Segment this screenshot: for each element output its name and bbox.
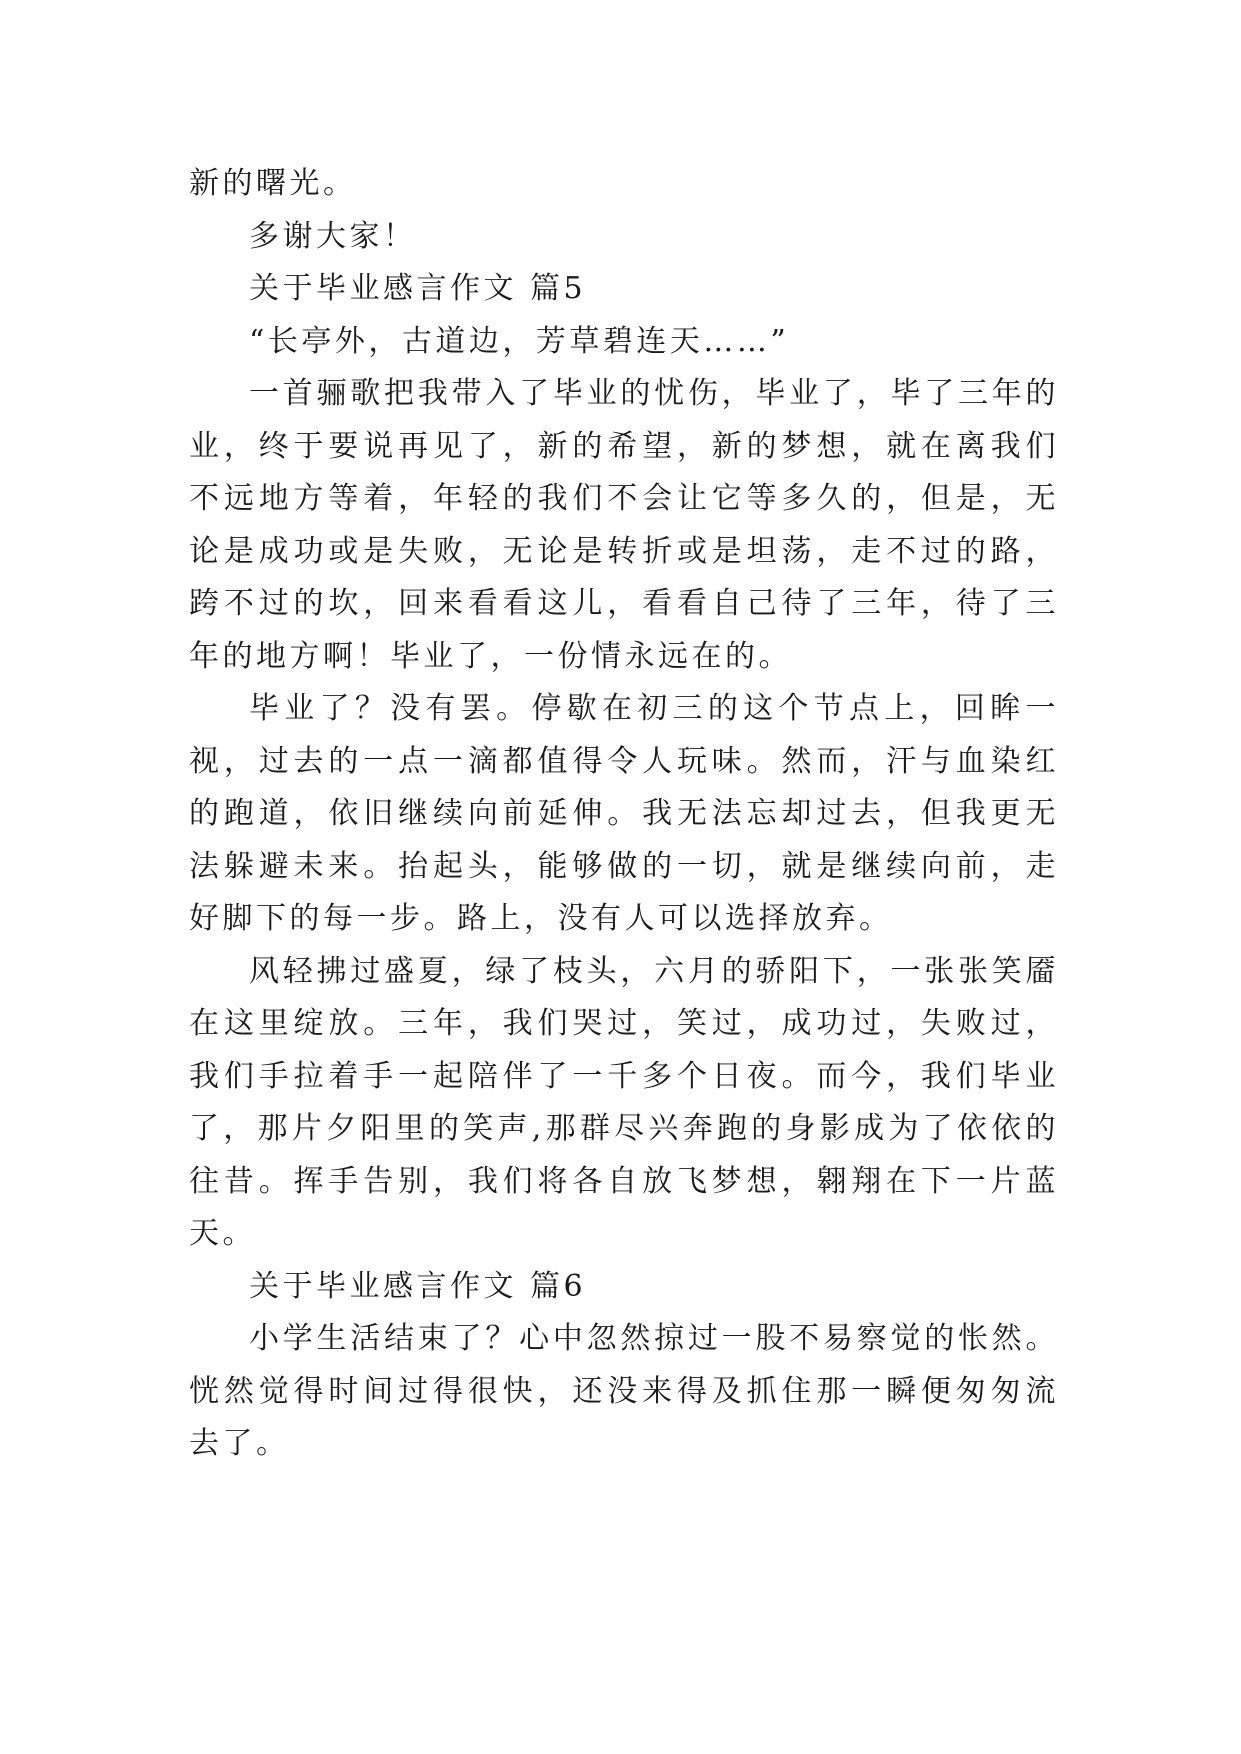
paragraph-body: 风轻拂过盛夏，绿了枝头，六月的骄阳下，一张张笑靥在这里绽放。三年，我们哭过，笑过，成功过，失败过，我们手拉着手一起陪伴了一千多个日夜。而今，我们毕业了，那片夕阳里的笑声,那群尽兴奔跑的身影成为了依依的往昔。挥手告别，我们将各自放飞梦想，翱翔在下一片蓝天。 [189, 953, 1059, 1251]
paragraph-body: 一首骊歌把我带入了毕业的忧伤，毕业了，毕了三年的业，终于要说再见了，新的希望，新的梦想，就在离我们不远地方等着，年轻的我们不会让它等多久的，但是，无论是成功或是失败，无论是转折或是坦荡，走不过的路，跨不过的坎，回来看看这儿，看看自己待了三年，待了三年的地方啊！毕业了，一份情永远在的。 [189, 376, 1059, 674]
paragraph-quote: “长亭外，古道边，芳草碧连天……” [249, 323, 790, 359]
paragraph-thanks: 多谢大家！ [249, 218, 417, 254]
section-heading-6: 关于毕业感言作文 篇6 [249, 1268, 587, 1304]
paragraph-closing-line: 新的曙光。 [189, 166, 357, 201]
section-heading-5: 关于毕业感言作文 篇5 [249, 271, 587, 306]
paragraph-body: 毕业了？没有罢。停歇在初三的这个节点上，回眸一视，过去的一点一滴都值得令人玩味。然而，汗与血染红的跑道，依旧继续向前延伸。我无法忘却过去，但我更无法躲避未来。抬起头，能够做的一切，就是继续向前，走好脚下的每一步。路上，没有人可以选择放弃。 [189, 691, 1059, 936]
paragraph-body: 小学生活结束了？心中忽然掠过一股不易察觉的怅然。恍然觉得时间过得很快，还没来得及抓住那一瞬便匆匆流去了。 [189, 1321, 1059, 1461]
document-body [189, 158, 1059, 1471]
